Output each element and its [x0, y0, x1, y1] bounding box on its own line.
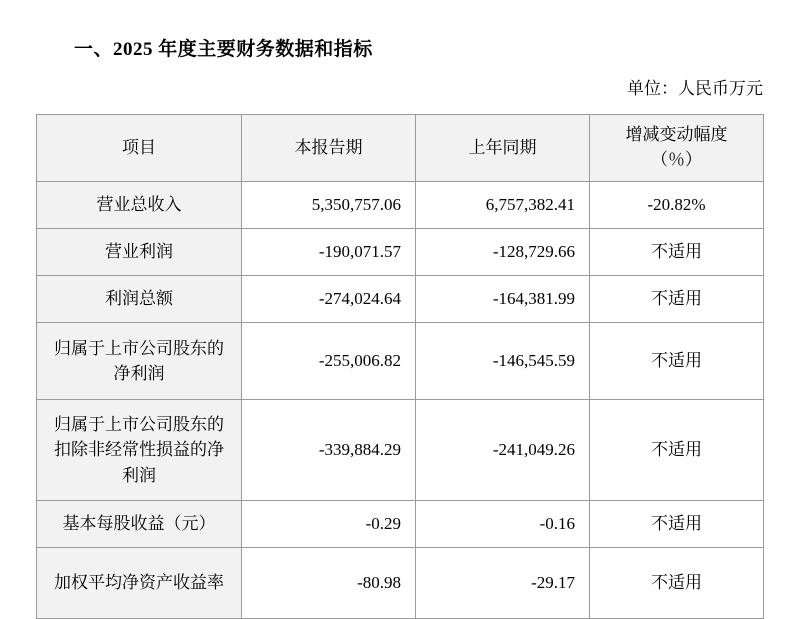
table-row: [37, 182, 764, 229]
row-change-value: -20.82%: [590, 182, 764, 229]
column-header-current-period: 本报告期: [242, 115, 416, 182]
row-change-value: 不适用: [590, 501, 764, 548]
row-label: [37, 400, 242, 501]
table-header: [37, 115, 764, 182]
table-row: [37, 501, 764, 548]
row-label-text: 归属于上市公司股东的净利润: [54, 338, 224, 383]
financial-table-container: [36, 114, 763, 619]
row-label: [37, 548, 242, 619]
row-change-value: 不适用: [590, 229, 764, 276]
row-current-value: -80.98: [242, 548, 416, 619]
row-previous-value: -128,729.66: [416, 229, 590, 276]
table-row: [37, 400, 764, 501]
row-label: 基本每股收益（元）: [37, 501, 242, 548]
row-previous-value: 6,757,382.41: [416, 182, 590, 229]
row-change-value: 不适用: [590, 548, 764, 619]
column-header-change-rate-line1: 增减变动幅度: [625, 125, 728, 145]
row-label: 利润总额: [37, 276, 242, 323]
row-label-text: 归属于上市公司股东的扣除非经常性损益的净利润: [54, 414, 224, 485]
row-previous-value: -29.17: [416, 548, 590, 619]
financial-table: [36, 114, 764, 619]
row-change-value: 不适用: [590, 323, 764, 400]
unit-note: 单位：人民币万元: [627, 79, 763, 98]
row-current-value: -0.29: [242, 501, 416, 548]
row-change-value: 不适用: [590, 276, 764, 323]
table-header-row: [37, 115, 764, 182]
column-header-change-rate-line2: （％）: [651, 150, 702, 169]
row-previous-value: -164,381.99: [416, 276, 590, 323]
row-current-value: -255,006.82: [242, 323, 416, 400]
row-change-value: 不适用: [590, 400, 764, 501]
row-current-value: -190,071.57: [242, 229, 416, 276]
row-current-value: -274,024.64: [242, 276, 416, 323]
row-previous-value: -146,545.59: [416, 323, 590, 400]
page-title: 一、2025 年度主要财务数据和指标: [74, 39, 373, 60]
table-row: [37, 276, 764, 323]
table-row: [37, 323, 764, 400]
row-label: 营业总收入: [37, 182, 242, 229]
row-current-value: -339,884.29: [242, 400, 416, 501]
row-label-text: 加权平均净资产收益率: [54, 573, 224, 593]
column-header-previous-period: 上年同期: [416, 115, 590, 182]
table-row: [37, 229, 764, 276]
table-row: [37, 548, 764, 619]
column-header-change-rate: [590, 115, 764, 182]
row-previous-value: -241,049.26: [416, 400, 590, 501]
row-current-value: 5,350,757.06: [242, 182, 416, 229]
row-previous-value: -0.16: [416, 501, 590, 548]
table-body: [37, 182, 764, 619]
row-label: [37, 323, 242, 400]
row-label: 营业利润: [37, 229, 242, 276]
column-header-item: 项目: [37, 115, 242, 182]
